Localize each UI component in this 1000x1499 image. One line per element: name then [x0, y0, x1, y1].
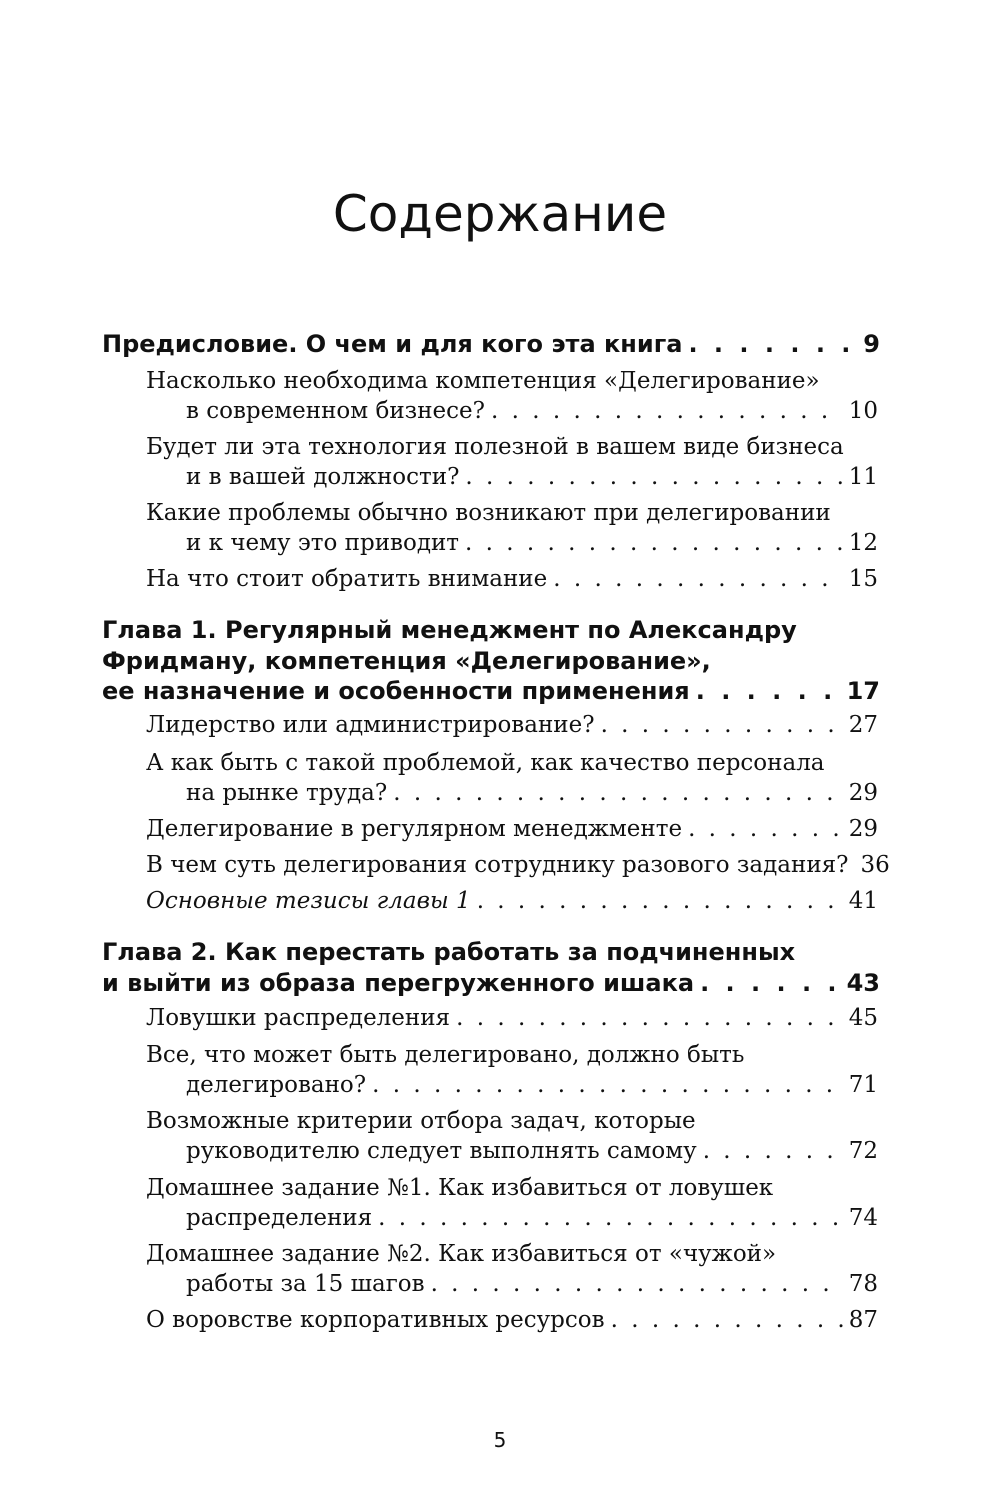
toc-entry-line: Насколько необходима компетенция «Делегирование» — [146, 368, 820, 394]
toc-entry-title: На что стоит обратить внимание — [146, 566, 548, 592]
toc-entry[interactable] — [186, 464, 878, 490]
toc-page-number: 29 — [848, 816, 878, 842]
toc-entry-title: В чем суть делегирования сотруднику разового задания? — [146, 852, 849, 878]
toc-entry[interactable] — [146, 852, 890, 878]
toc-entry-line: А как быть с такой проблемой, как качество персонала — [146, 750, 825, 776]
toc-chapter-title: ее назначение и особенности применения — [102, 677, 690, 705]
toc-entry-line: Будет ли эта технология полезной в вашем виде бизнеса — [146, 434, 844, 460]
toc-page-number: 27 — [848, 712, 878, 738]
toc-entry[interactable] — [146, 888, 878, 914]
toc-chapter-preface[interactable] — [102, 330, 880, 358]
toc-chapter-line: Глава 2. Как перестать работать за подчиненных — [102, 938, 796, 966]
toc-entry-title: распределения — [186, 1205, 373, 1231]
toc-entry[interactable] — [186, 1205, 878, 1231]
leader-dots — [553, 566, 843, 592]
page-number: 5 — [493, 1428, 507, 1452]
leader-dots — [477, 888, 843, 914]
leader-dots — [491, 398, 843, 424]
toc-page-number: 72 — [848, 1138, 878, 1164]
toc-page-number: 15 — [848, 566, 878, 592]
toc-entry[interactable] — [186, 780, 878, 806]
toc-entry-title: и к чему это приводит — [186, 530, 460, 556]
leader-dots — [456, 1005, 843, 1031]
toc-entry-line: Домашнее задание №1. Как избавиться от ловушек — [146, 1175, 774, 1201]
toc-entry[interactable] — [186, 398, 878, 424]
toc-entry-title: и в вашей должности? — [186, 464, 460, 490]
leader-dots — [378, 1205, 843, 1231]
page-title: Содержание — [332, 185, 668, 243]
toc-page-number: 43 — [846, 969, 880, 997]
toc-entry[interactable] — [186, 1138, 878, 1164]
leader-dots — [431, 1271, 843, 1297]
toc-page-number: 78 — [848, 1271, 878, 1297]
toc-entry-title: Лидерство или администрирование? — [146, 712, 595, 738]
toc-entry[interactable] — [186, 1271, 878, 1297]
leader-dots — [393, 780, 843, 806]
leader-dots — [700, 969, 841, 997]
toc-page-number: 11 — [848, 464, 878, 490]
toc-chapter-line: Фридману, компетенция «Делегирование», — [102, 647, 711, 675]
toc-entry-title: Ловушки распределения — [146, 1005, 451, 1031]
toc-entry-title: на рынке труда? — [186, 780, 388, 806]
toc-page-number: 41 — [848, 888, 878, 914]
leader-dots — [688, 816, 843, 842]
toc-entry-title: Делегирование в регулярном менеджменте — [146, 816, 683, 842]
toc-entry-title: Основные тезисы главы 1 — [146, 888, 471, 914]
toc-entry-line: Все, что может быть делегировано, должно быть — [146, 1042, 745, 1068]
toc-chapter-line: Глава 1. Регулярный менеджмент по Александру — [102, 616, 797, 644]
leader-dots — [601, 712, 843, 738]
toc-page-number: 10 — [848, 398, 878, 424]
toc-page-number: 12 — [848, 530, 878, 556]
toc-chapter-title: и выйти из образа перегруженного ишака — [102, 969, 695, 997]
toc-entry[interactable] — [146, 566, 878, 592]
leader-dots — [703, 1138, 843, 1164]
toc-entry-title: делегировано? — [186, 1072, 367, 1098]
toc-page-number: 71 — [848, 1072, 878, 1098]
toc-entry-title: работы за 15 шагов — [186, 1271, 425, 1297]
toc-entry-line: Возможные критерии отбора задач, которые — [146, 1108, 696, 1134]
leader-dots — [465, 530, 843, 556]
toc-page-number: 45 — [848, 1005, 878, 1031]
leader-dots — [372, 1072, 843, 1098]
toc-entry[interactable] — [146, 1005, 878, 1031]
leader-dots — [611, 1307, 843, 1333]
toc-page-number: 36 — [860, 852, 890, 878]
toc-page-number: 87 — [848, 1307, 878, 1333]
toc-entry[interactable] — [146, 712, 878, 738]
toc-entry-line: Домашнее задание №2. Как избавиться от «чужой» — [146, 1241, 777, 1267]
toc-chapter-title: Предисловие. О чем и для кого эта книга — [102, 330, 683, 358]
toc-entry[interactable] — [186, 530, 878, 556]
toc-chapter-2[interactable] — [102, 969, 880, 997]
leader-dots — [465, 464, 842, 490]
toc-entry[interactable] — [146, 1307, 878, 1333]
toc-entry[interactable] — [186, 1072, 878, 1098]
toc-entry-line: Какие проблемы обычно возникают при делегировании — [146, 500, 831, 526]
toc-page-number: 74 — [848, 1205, 878, 1231]
toc-entry[interactable] — [146, 816, 878, 842]
toc-page-number: 29 — [848, 780, 878, 806]
toc-entry-title: О воровстве корпоративных ресурсов — [146, 1307, 605, 1333]
leader-dots — [696, 677, 841, 705]
leader-dots — [688, 330, 857, 358]
toc-chapter-1[interactable] — [102, 677, 880, 705]
toc-page-number: 9 — [863, 330, 880, 358]
toc-entry-title: руководителю следует выполнять самому — [186, 1138, 697, 1164]
toc-entry-title: в современном бизнесе? — [186, 398, 485, 424]
toc-page-number: 17 — [846, 677, 880, 705]
